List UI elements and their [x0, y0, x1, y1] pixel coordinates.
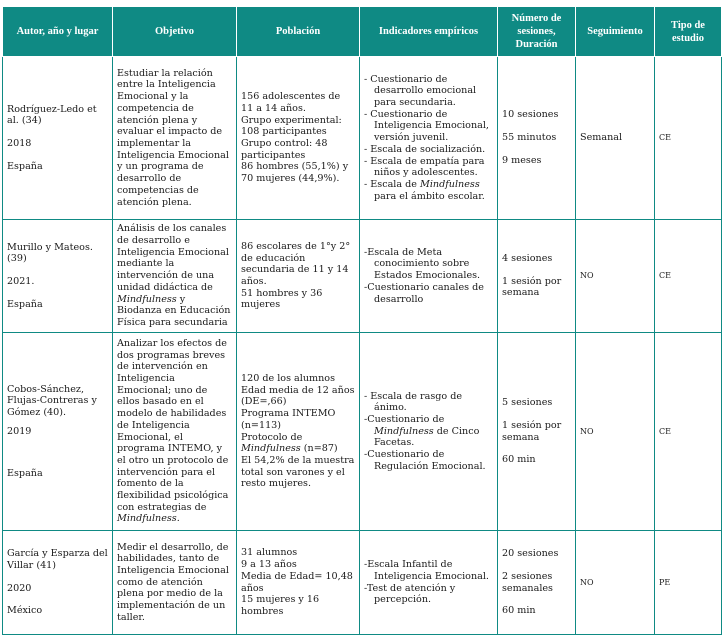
sessions-cell	[498, 333, 576, 531]
author-cell	[3, 57, 113, 220]
population-cell	[237, 333, 360, 531]
population-line: 120 de los alumnos Edad media de 12 años (DE=,66)	[241, 372, 355, 408]
indicator-item: -Escala de Meta conocimiento sobre Estados Emocionales.	[364, 246, 481, 282]
study-type-text: PE	[659, 577, 671, 587]
population-line: Grupo control: 48 participantes	[241, 138, 328, 161]
population-line: 86 escolares de 1°y 2° de educación secundaria de 11 y 14 años.	[241, 240, 351, 287]
objective-cell	[113, 333, 237, 531]
indicators-cell	[360, 333, 498, 531]
author-year: 2021.	[7, 276, 35, 287]
population-line: 51 hombres y 36 mujeres	[241, 287, 323, 311]
indicator-item: -Cuestionario de Mindfulness de Cinco Facetas.	[364, 413, 480, 449]
study-type-cell	[655, 220, 722, 333]
sessions-line: 2 sesiones semanales	[502, 570, 553, 594]
table-row	[3, 333, 722, 531]
population-line: 15 mujeres y 16 hombres	[241, 594, 320, 617]
sessions-line: 20 sesiones	[502, 548, 559, 560]
population-line: Grupo experimental: 108 participantes	[241, 114, 342, 138]
author-year: 2018	[7, 138, 32, 149]
follow-up-text: NO	[580, 577, 594, 587]
author-place: España	[7, 467, 43, 479]
population-cell	[237, 220, 360, 333]
author-cell	[3, 333, 113, 531]
follow-up-cell	[576, 531, 655, 635]
table-row	[3, 57, 722, 220]
author-year: 2020	[7, 582, 32, 594]
indicator-item: -Cuestionario de Regulación Emocional.	[364, 449, 486, 472]
indicator-item: -Escala Infantil de Inteligencia Emocional.	[364, 559, 489, 582]
objective-text: Analizar los efectos de dos programas breves de intervención en Inteligencia Emocional; uno de ellos basado en el modelo de habilidades de Inteligencia Emocional, el programa INTEMO, y el otro un protocolo de intervención para el fomento de la flexibilidad psicológica con estrategias de Mindfulness.	[117, 337, 229, 525]
follow-up-cell	[576, 333, 655, 531]
population-line: 9 a 13 años	[241, 559, 297, 571]
author-place: España	[7, 298, 43, 310]
sessions-line: 55 minutos	[502, 132, 557, 144]
follow-up-cell	[576, 57, 655, 220]
header-author: Autor, año y lugar	[3, 7, 113, 57]
sessions-cell	[498, 57, 576, 220]
header-objective: Objetivo	[113, 7, 237, 57]
studies-table	[2, 6, 722, 635]
author-name: García y Esparza del Villar (41)	[7, 548, 108, 571]
follow-up-text: NO	[580, 426, 594, 436]
objective-text: Estudiar la relación entre la Inteligencia Emocional y la competencia de atención plena y evaluar el impacto de implementar la Inteligencia Emocional y un programa de desarrollo de competencias de atención plena.	[117, 67, 229, 208]
population-line: Programa INTEMO (n=113)	[241, 408, 336, 431]
table-row	[3, 220, 722, 333]
follow-up-text: NO	[580, 271, 594, 281]
indicator-item: - Escala de empatía para niños y adolescentes.	[364, 155, 485, 179]
header-study-type: Tipo de estudio	[655, 7, 722, 57]
sessions-cell	[498, 220, 576, 333]
header-sessions: Número de sesiones, Duración	[498, 7, 576, 57]
header-row	[3, 7, 722, 57]
population-line: Protocolo de Mindfulness (n=87)	[241, 431, 338, 455]
study-type-text: CE	[659, 133, 671, 143]
indicator-item: - Cuestionario de desarrollo emocional para secundaria.	[364, 73, 477, 109]
objective-cell	[113, 57, 237, 220]
author-cell	[3, 531, 113, 635]
sessions-line: 9 meses	[502, 154, 542, 166]
author-name: Murillo y Mateos. (39)	[7, 241, 93, 265]
header-population: Población	[237, 7, 360, 57]
author-name: Cobos-Sánchez, Flujas-Contreras y Gómez (40).	[7, 383, 97, 419]
study-type-text: CE	[659, 271, 671, 281]
indicator-item: -Test de atención y percepción.	[364, 582, 456, 606]
sessions-line: 1 sesión por semana	[502, 275, 562, 299]
indicator-item: - Escala de socialización.	[364, 143, 486, 155]
sessions-cell	[498, 531, 576, 635]
indicator-item: - Cuestionario de Inteligencia Emocional, versión juvenil.	[364, 108, 489, 144]
indicator-item: - Escala de Mindfulness para el ámbito escolar.	[364, 178, 485, 202]
indicators-cell	[360, 220, 498, 333]
population-line: 86 hombres (55,1%) y 70 mujeres (44,9%).	[241, 161, 349, 185]
sessions-line: 60 min	[502, 454, 536, 466]
author-cell	[3, 220, 113, 333]
follow-up-cell	[576, 220, 655, 333]
objective-text: Análisis de los canales de desarrollo e Inteligencia Emocional mediante la intervención de una unidad didáctica de Mindfulness y Biodanza en Educación Física para secundaria	[117, 223, 231, 328]
population-line: El 54,2% de la muestra total son varones y el resto mujeres.	[241, 454, 355, 490]
objective-cell	[113, 220, 237, 333]
study-type-cell	[655, 57, 722, 220]
author-place: España	[7, 160, 43, 172]
indicators-cell	[360, 57, 498, 220]
sessions-line: 5 sesiones	[502, 397, 553, 409]
population-line: 31 alumnos	[241, 547, 298, 559]
population-cell	[237, 57, 360, 220]
sessions-line: 1 sesión por semana	[502, 419, 562, 443]
author-place: México	[7, 605, 43, 617]
sessions-line: 10 sesiones	[502, 109, 559, 121]
follow-up-text: Semanal	[580, 132, 623, 144]
population-line: Media de Edad= 10,48 años	[241, 570, 353, 594]
sessions-line: 60 min	[502, 605, 536, 617]
population-line: 156 adolescentes de 11 a 14 años.	[241, 91, 341, 114]
study-type-text: CE	[659, 426, 671, 436]
indicator-item: - Escala de rasgo de ánimo.	[364, 390, 463, 414]
sessions-line: 4 sesiones	[502, 252, 553, 264]
indicator-item: -Cuestionario canales de desarrollo	[364, 281, 484, 305]
objective-cell	[113, 531, 237, 635]
study-type-cell	[655, 333, 722, 531]
header-follow-up: Seguimiento	[576, 7, 655, 57]
study-type-cell	[655, 531, 722, 635]
indicators-cell	[360, 531, 498, 635]
population-cell	[237, 531, 360, 635]
author-year: 2019	[7, 425, 32, 437]
header-indicators: Indicadores empíricos	[360, 7, 498, 57]
author-name: Rodríguez-Ledo et al. (34)	[7, 103, 97, 127]
table-row	[3, 531, 722, 635]
objective-text: Medir el desarrollo, de habilidades, tanto de Inteligencia Emocional como de atención plena por medio de la implementación de un taller.	[117, 541, 229, 623]
